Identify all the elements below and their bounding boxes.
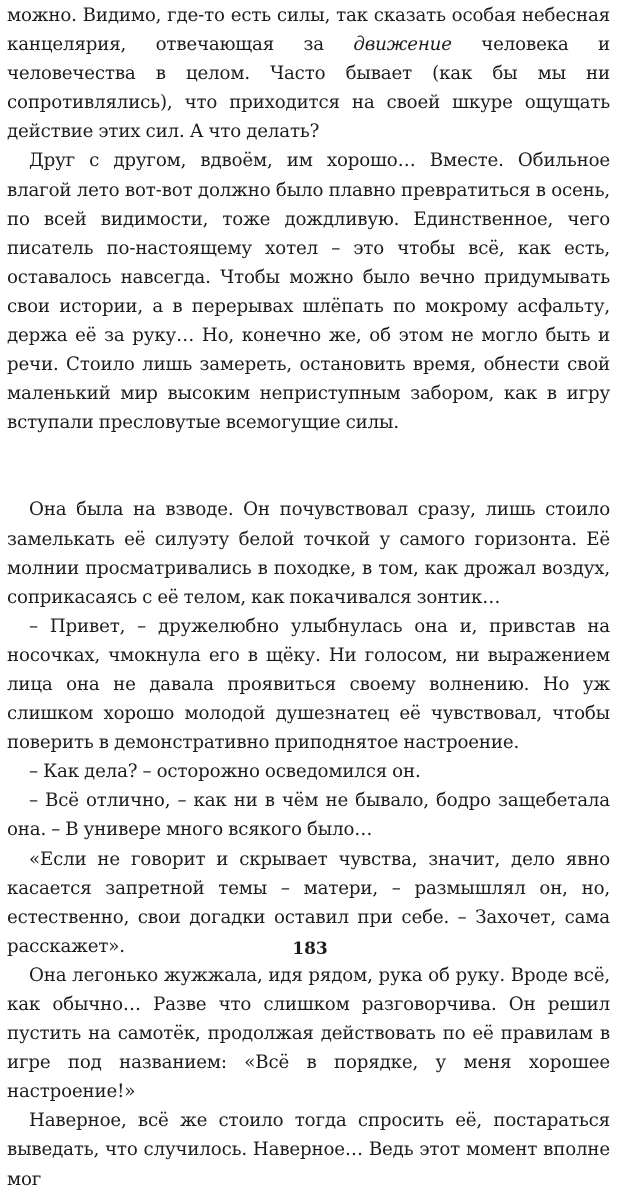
section-break	[7, 437, 610, 495]
paragraph-5-text: – Как дела? – осторожно осведомился он.	[29, 761, 421, 783]
paragraph-6-text: – Всё отлично, – как ни в чём не бывало, бодро защебетала она. – В универе много всякого было…	[7, 790, 610, 841]
paragraph-9	[7, 1106, 610, 1193]
paragraph-1-text: можно. Видимо, где-то есть силы, так сказать особая небесная канцелярия, отвечающая за движение человека и человечества в целом. Часто бывает (как бы мы ни сопротивлялись), что приходится на своей шкуре ощущать действие этих сил. А что делать?	[7, 5, 610, 143]
paragraph-3	[7, 495, 610, 611]
emphasized-word: движение	[353, 34, 452, 56]
paragraph-2-text: Друг с другом, вдвоём, им хорошо… Вместе. Обильное влагой лето вот-вот должно было плавно превратиться в осень, по всей видимости, тоже дождливую. Единственное, чего писатель по-настоящему хотел – это чтобы всё, как есть, оставалось навсегда. Чтобы можно было вечно придумывать свои истории, а в перерывах шлёпать по мокрому асфальту, держа её за руку… Но, конечно же, об этом не могло быть и речи. Стоило лишь замереть, остановить время, обнести свой маленький мир высоким неприступным забором, как в игру вступали пресловутые всемогущие силы.	[7, 150, 610, 434]
paragraph-2	[7, 146, 610, 437]
paragraph-4-text: – Привет, – дружелюбно улыбнулась она и, привстав на носочках, чмокнула его в щёку. Ни голосом, ни выражением лица она не давала проявиться своему волнению. Но уж слишком хорошо молодой душезнатец её чувствовал, чтобы поверить в демонстративно приподнятое настроение.	[7, 615, 610, 754]
paragraph-9-text: Наверное, всё же стоило тогда спросить её, постараться выведать, что случилось. Наверное… Ведь этот момент вполне мог	[7, 1110, 610, 1190]
paragraph-8-text: Она легонько жужжала, идя рядом, рука об руку. Вроде всё, как обычно… Разве что слишком разговорчива. Он решил пустить на самотёк, продолжая действовать по её правилам в игре под названием: «Всё в порядке, у меня хорошее настроение!»	[7, 964, 610, 1103]
paragraph-3-text: Она была на взводе. Он почувствовал сразу, лишь стоило замелькать её силуэту белой точкой у самого горизонта. Её молнии просматривались в походке, в том, как дрожал воздух, соприкасаясь с её телом, как покачивался зонтик…	[7, 499, 610, 608]
paragraph-8	[7, 961, 610, 1106]
paragraph-5	[7, 757, 610, 786]
paragraph-4	[7, 612, 610, 757]
paragraph-6	[7, 786, 610, 844]
paragraph-1	[7, 1, 610, 146]
body-text	[7, 1, 610, 1194]
paragraph-7-text: «Если не говорит и скрывает чувства, значит, дело явно касается запретной темы – матери, – размышлял он, но, естественно, свои догадки оставил при себе. – Захочет, сама расскажет».	[7, 848, 610, 957]
page-number: 183	[292, 939, 328, 959]
